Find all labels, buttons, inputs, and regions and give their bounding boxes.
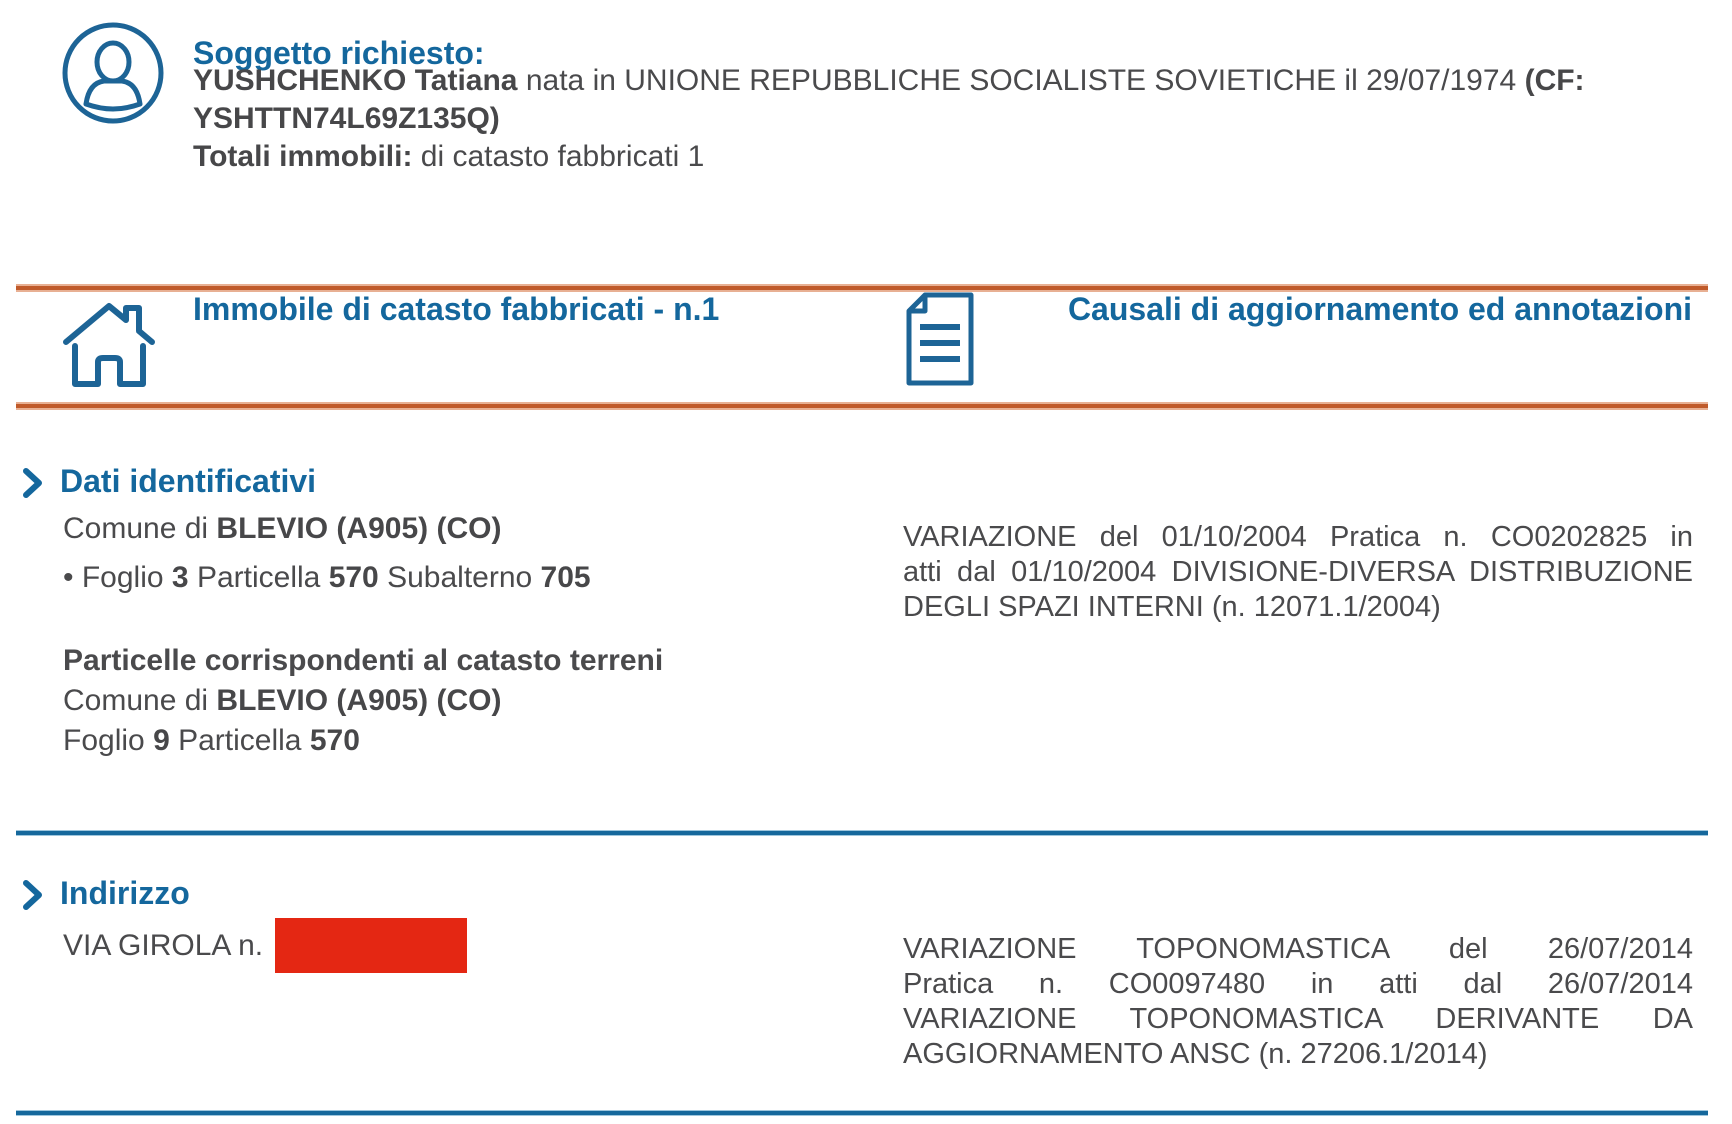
dati-identificativi-header[interactable] — [22, 462, 316, 500]
terreni-comune-value: BLEVIO (A905) (CO) — [216, 684, 502, 717]
variazione-2004-line: DEGLI SPAZI INTERNI (n. 12071.1/2004) — [903, 591, 1441, 623]
address-line — [63, 918, 467, 973]
variazione-2004-text — [903, 520, 1693, 625]
terreni-foglio-label: Foglio — [63, 724, 145, 757]
comune-label: Comune di — [63, 512, 209, 545]
totals-label: Totali immobili: — [193, 140, 413, 173]
comune-value: BLEVIO (A905) (CO) — [216, 512, 502, 545]
variazione-2004-line: VARIAZIONE del 01/10/2004 Pratica n. CO0202825 in — [903, 521, 1693, 553]
subalterno-value: 705 — [540, 561, 591, 594]
subject-name: YUSHCHENKO Tatiana — [193, 64, 518, 97]
subalterno-label: Subalterno — [387, 561, 533, 594]
foglio-value: 3 — [171, 561, 189, 594]
foglio-particella-line — [63, 559, 591, 597]
variazione-2014-line: Pratica n. CO0097480 in atti dal 26/07/2014 — [903, 968, 1693, 1000]
document-icon — [903, 291, 977, 387]
divider-blue-middle — [16, 830, 1708, 836]
chevron-right-icon — [22, 468, 44, 498]
dati-identificativi-title: Dati identificativi — [60, 463, 317, 499]
variazione-2014-line: VARIAZIONE TOPONOMASTICA DERIVANTE DA — [903, 1003, 1693, 1035]
house-icon — [58, 296, 160, 388]
causali-section-title: Causali di aggiornamento ed annotazioni — [1067, 291, 1692, 327]
bullet: • — [63, 561, 74, 594]
variazione-2004-line: atti dal 01/10/2004 DIVISIONE-DIVERSA DISTRIBUZIONE — [903, 556, 1693, 588]
immobile-section-title: Immobile di catasto fabbricati - n.1 — [193, 291, 720, 327]
divider-blue-bottom — [16, 1110, 1708, 1116]
subject-birth-text: nata in UNIONE REPUBBLICHE SOCIALISTE SOVIETICHE il 29/07/1974 — [525, 64, 1517, 97]
particella-label: Particella — [196, 561, 321, 594]
subject-fiscal-code: (CF: YSHTTN74L69Z135Q) — [193, 64, 1585, 135]
comune-line — [63, 510, 501, 548]
terreni-comune-label: Comune di — [63, 684, 209, 717]
divider-orange-bottom — [16, 402, 1708, 410]
variazione-2014-line: VARIAZIONE TOPONOMASTICA del 26/07/2014 — [903, 933, 1693, 965]
terreni-heading: Particelle corrispondenti al catasto terreni — [63, 644, 664, 677]
terreni-foglio-line — [63, 722, 360, 760]
redaction-box — [275, 918, 467, 973]
indirizzo-title: Indirizzo — [60, 875, 190, 911]
foglio-label: Foglio — [81, 561, 164, 594]
address-text: VIA GIROLA n. — [63, 928, 264, 962]
variazione-2014-text — [903, 932, 1693, 1072]
variazione-2014-line: AGGIORNAMENTO ANSC (n. 27206.1/2014) — [903, 1038, 1488, 1070]
particella-value: 570 — [328, 561, 379, 594]
subject-section-title: Soggetto richiesto: — [193, 35, 485, 71]
terreni-comune-line — [63, 682, 501, 720]
terreni-particella-value: 570 — [309, 724, 360, 757]
subject-totals — [193, 138, 704, 176]
totals-value: di catasto fabbricati 1 — [420, 140, 705, 173]
subject-details — [193, 62, 1703, 138]
chevron-right-icon — [22, 880, 44, 910]
terreni-particella-label: Particella — [178, 724, 302, 757]
terreni-foglio-value: 9 — [153, 724, 170, 757]
indirizzo-header[interactable] — [22, 874, 190, 912]
person-icon — [60, 20, 166, 126]
